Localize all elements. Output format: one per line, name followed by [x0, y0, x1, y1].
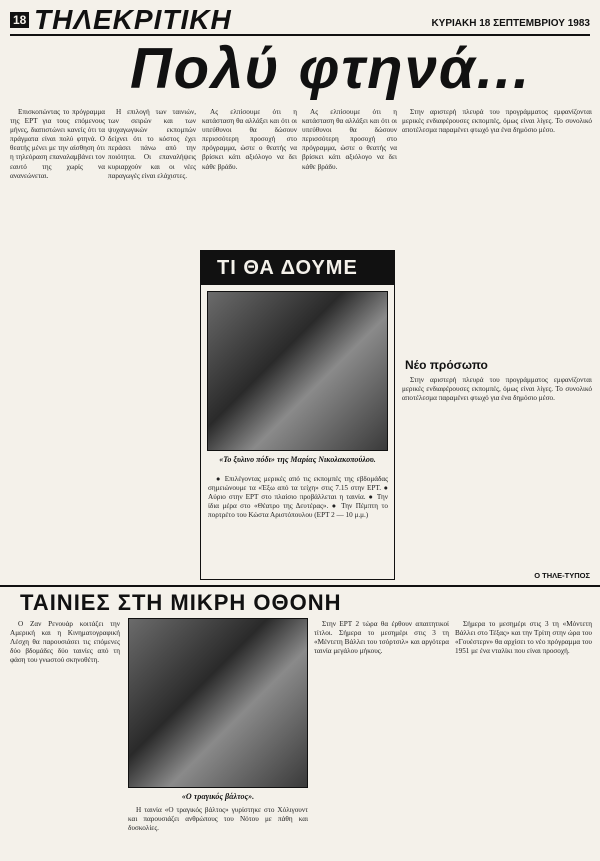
- article-signature: Ο ΤΗΛΕ-ΤΥΠΟΣ: [534, 571, 590, 580]
- listings-photo: [207, 291, 388, 451]
- films-photo: [128, 618, 308, 788]
- page-number: 18: [10, 12, 29, 28]
- listings-box-title: ΤΙ ΘΑ ΔΟΥΜΕ: [217, 257, 358, 279]
- films-column-2: Η ταινία «Ο τραγικός βάλτος» γυρίστηκε στο Χόλιγουντ και παρουσιάζει ανθρώπους του Νότου με πάθη και δυσκολίες.: [128, 806, 308, 833]
- section-divider: [0, 585, 600, 587]
- article-column-3: Ας ελπίσουμε ότι η κατάσταση θα αλλάξει και ότι οι υπεύθυνοι θα δώσουν περισσότερη προσοχή στο πρόγραμμα, ώστε ο θεατής να βρίσκει κάτι αξιόλογο να δει κάθε βράδυ.: [202, 108, 297, 171]
- listings-photo-caption: «Το ξυλινο πόδι» της Μαρίας Νικολακοπούλου.: [219, 455, 376, 464]
- films-column-1: Ο Ζαν Ρενουάρ κοιτάζει την Αμερική και η Κινηματογραφική Λέσχη θα παρουσιάσει τις επόμενες δύο βδομάδες δύο ταινίες από τη φάση του γνωστού σκηνοθέτη.: [10, 620, 120, 665]
- masthead-title: ΤΗΛΕΚΡΙΤΙΚΗ: [34, 4, 232, 35]
- headline: Πολύ φτηνά...: [130, 36, 532, 101]
- article-column-2: Η επιλογή των ταινιών, των σειρών και των ψυχαγωγικών εκπομπών δείχνει ότι το κόστος έχει περάσει πάνω από την ποιότητα. Οι επαναλήψεις κυριαρχούν και οι νέες παραγωγές είναι ελάχιστες.: [108, 108, 196, 180]
- listings-bullets: ● Επιλέγοντας μερικές από τις εκπομπές της εβδομάδας σημειώνουμε τα «Έξω από τα τείχη» στις 7.15 στην ΕΡΤ. ● Αύριο στην ΕΡΤ στο πλαίσιο προβάλλεται η ταινία. ● Την ίδια μέρα στο «Θέατρο της Δευτέρας». ● Την Πέμπτη το πορτρέτο του Κώστα Αριστόπουλου (ΕΡΤ 2 — 10 μ.μ.): [208, 475, 388, 520]
- masthead-date: ΚΥΡΙΑΚΗ 18 ΣΕΠΤΕΜΒΡΙΟΥ 1983: [431, 18, 590, 29]
- article-column-1: Επισκοπώντας το πρόγραμμα της ΕΡΤ για τους επόμενους μήνες, διαπιστώνει κανείς ότι τα πράγματα είναι πολύ φτηνά. Ο θεατής μένει με την αίσθηση ότι η τηλεόραση επαναλαμβάνει τον εαυτό της χωρίς να ανανεώνεται.: [10, 108, 105, 180]
- films-column-3: Στην ΕΡΤ 2 τώρα θα έρθουν απαιτητικοί τίτλοι. Σήμερα το μεσημέρι στις 3 τη «Μέντετη Βάλλει του τσόρτσιλ» και αργότερα ταινία μεγάλου μήκους.: [314, 620, 449, 656]
- section-title: ΤΑΙΝΙΕΣ ΣΤΗ ΜΙΚΡΗ ΟΘΟΝΗ: [20, 590, 342, 615]
- article-column-6: Στην αριστερή πλευρά του προγράμματος εμφανίζονται μερικές ενδιαφέρουσες εκπομπές, όμως είναι λίγες. Το συνολικό αποτέλεσμα παραμένει φτωχό για ένα δημόσιο μέσο.: [402, 376, 592, 403]
- films-photo-caption: «Ο τραγικός βάλτος».: [181, 792, 255, 801]
- films-column-4: Σήμερα το μεσημέρι στις 3 τη «Μόντετη Βάλλει στο Τέξας» και την Τρίτη στην ώρα του «Γουέστερν» θα αρχίσει το νέο πρόγραμμα του 1951 με ένα νταλίκι που είναι προσοχή.: [455, 620, 592, 656]
- subheading-new-face: Νέο πρόσωπο: [405, 358, 488, 372]
- article-column-5: Στην αριστερή πλευρά του προγράμματος εμφανίζονται μερικές ενδιαφέρουσες εκπομπές, όμως είναι λίγες. Το συνολικό αποτέλεσμα παραμένει φτωχό για ένα δημόσιο μέσο.: [402, 108, 592, 135]
- article-column-4: Ας ελπίσουμε ότι η κατάσταση θα αλλάξει και ότι οι υπεύθυνοι θα δώσουν περισσότερη προσοχή στο πρόγραμμα, ώστε ο θεατής να βρίσκει κάτι αξιόλογο να δει κάθε βράδυ.: [302, 108, 397, 171]
- listings-box-header: [201, 251, 394, 285]
- masthead: [10, 6, 590, 36]
